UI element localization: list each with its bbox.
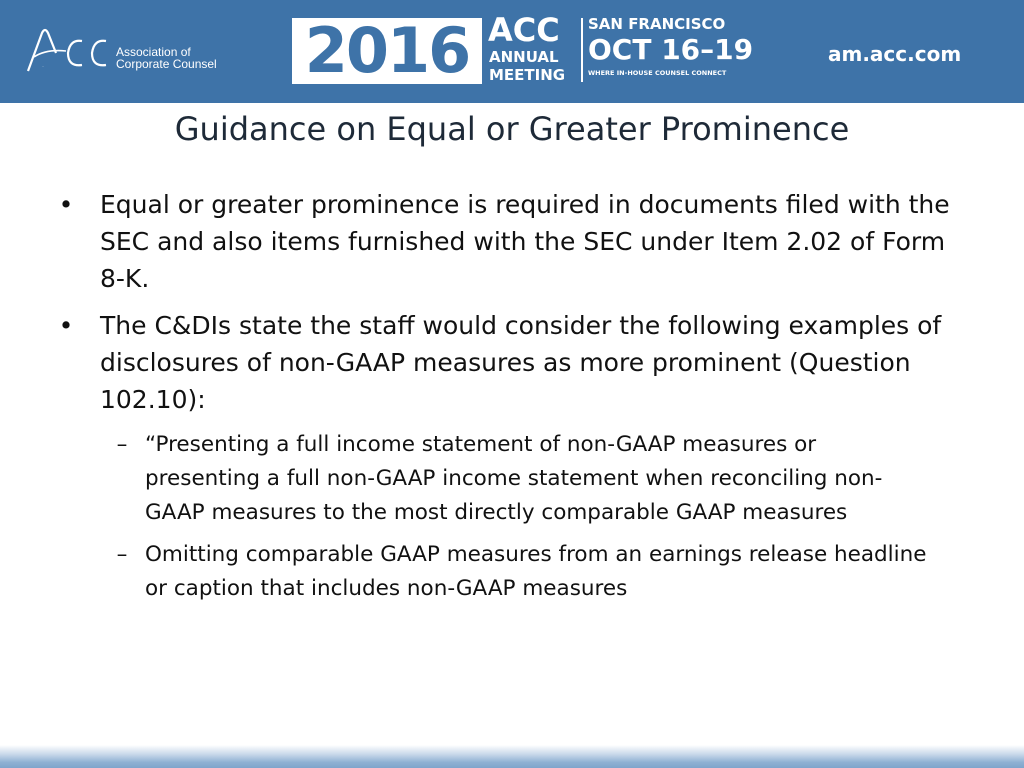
year-badge [292, 14, 482, 87]
org-name-line2: Corporate Counsel [116, 57, 217, 71]
sub-bullet-item [56, 538, 935, 606]
year-text: 2016 [304, 14, 470, 87]
slide-body [56, 186, 976, 614]
dash-marker: – [116, 542, 128, 567]
org-name-line1: Association of [116, 45, 191, 59]
bullet-item [56, 186, 976, 297]
bullet-text: Equal or greater prominence is required in documents filed with the SEC and also items furnished with the SEC under Item 2.02 of Form 8-K. [100, 190, 950, 293]
event-dates: OCT 16–19 [588, 33, 754, 66]
event-city: SAN FRANCISCO [588, 15, 726, 33]
sub-bullet-item [56, 428, 935, 530]
header-divider [581, 18, 583, 82]
footer-gradient-bar [0, 745, 1024, 768]
bullet-marker: • [58, 311, 74, 340]
slide-title: Guidance on Equal or Greater Prominence [174, 110, 850, 148]
header-banner [0, 0, 1024, 103]
meeting-acc-text: ACC [488, 11, 560, 49]
bullet-text: The C&DIs state the staff would consider the following examples of disclosures of non-GAAP measures as more prominent (Question 102.10): [100, 311, 942, 414]
acc-logo-mark-icon [26, 27, 110, 73]
annual-meeting-label [488, 11, 580, 86]
bullet-item [56, 307, 976, 418]
meeting-annual-text: ANNUAL [489, 48, 559, 66]
org-name [116, 46, 236, 70]
acc-logo [26, 27, 226, 73]
site-url: am.acc.com [828, 42, 962, 66]
sub-bullet-text: Omitting comparable GAAP measures from an earnings release headline or caption that includes non-GAAP measures [145, 542, 927, 601]
bullet-marker: • [58, 190, 74, 219]
event-info [588, 16, 763, 86]
event-tagline: WHERE IN-HOUSE COUNSEL CONNECT [588, 69, 727, 77]
meeting-meeting-text: MEETING [489, 66, 566, 84]
dash-marker: – [116, 432, 128, 457]
sub-bullet-text: “Presenting a full income statement of non-GAAP measures or presenting a full non-GAAP income statement when reconciling non-GAAP measures to the most directly comparable GAAP measures [145, 432, 883, 525]
acc-logo-text: ACC [42, 67, 45, 68]
